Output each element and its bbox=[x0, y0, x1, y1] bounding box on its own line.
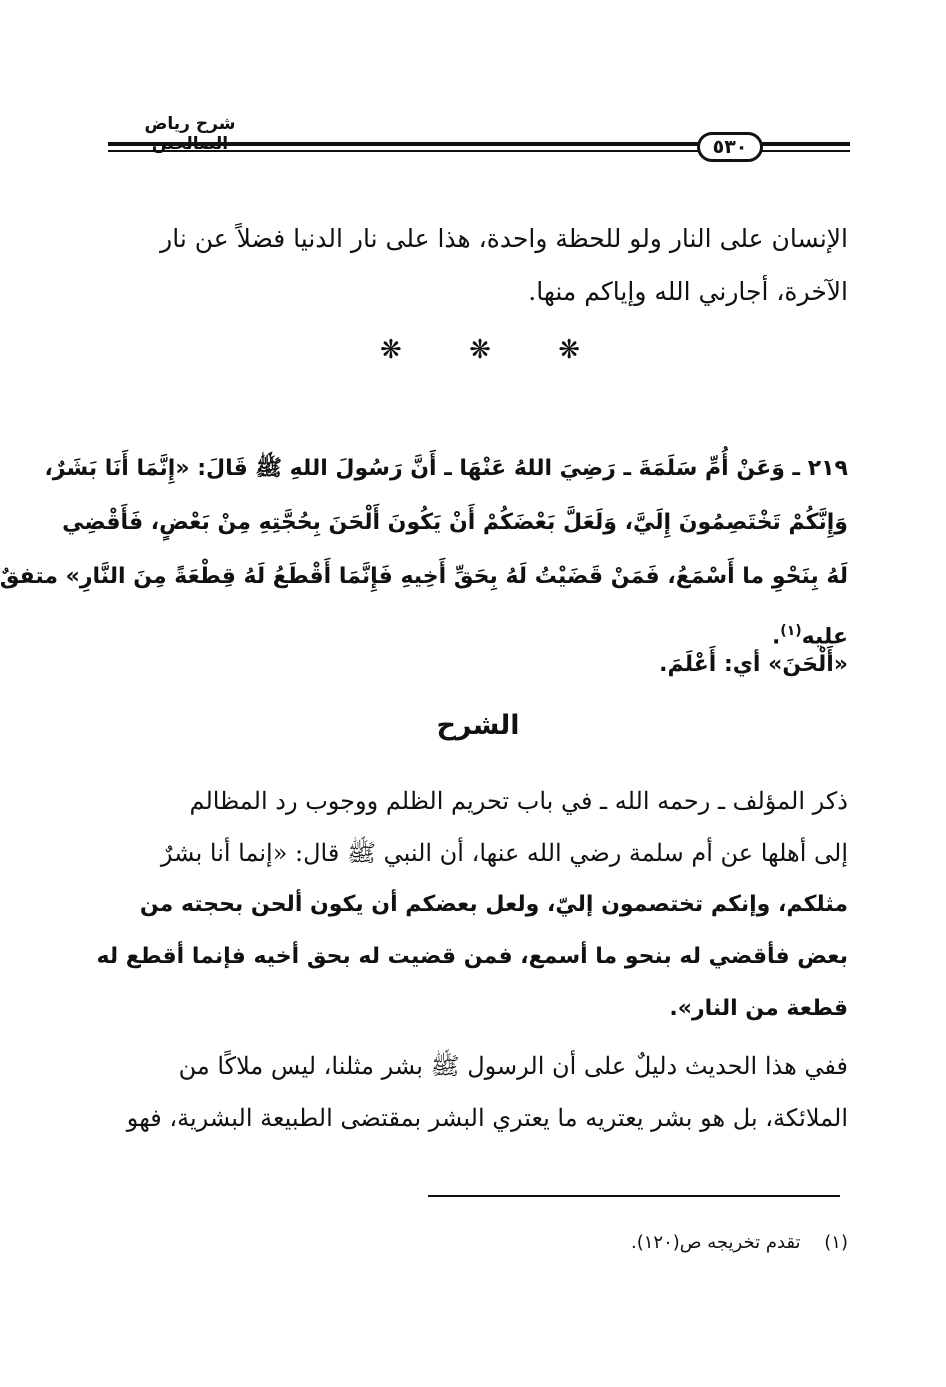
text-line: الملائكة، بل هو بشر يعتريه ما يعتري البشر بمقتضى الطبيعة البشرية، فهو bbox=[126, 1104, 848, 1132]
text-line: إلى أهلها عن أم سلمة رضي الله عنها، أن النبي ﷺ قال: «إنما أنا بشرٌ bbox=[160, 839, 848, 867]
text-line: مثلكم، وإنكم تختصمون إليّ، ولعل بعضكم أن يكون ألحن بحجته من bbox=[139, 892, 848, 917]
star-ornament-icon: ❋ bbox=[469, 335, 491, 365]
text-line: لَهُ بِنَحْوِ ما أَسْمَعُ، فَمَنْ قَضَيْتُ لَهُ بِحَقِّ أَخِيهِ فَإِنَّمَا أَقْطَعُ لَهُ قِطْعَةً مِنَ النَّارِ» متفقٌ bbox=[0, 564, 848, 589]
header-rule bbox=[108, 142, 698, 146]
footnote-text: تقدم تخريجه ص(١٢٠). bbox=[630, 1232, 801, 1253]
section-separator bbox=[380, 335, 580, 365]
text-line: ذكر المؤلف ـ رحمه الله ـ في باب تحريم الظلم ووجوب رد المظالم bbox=[189, 787, 848, 815]
text-line: بعض فأقضي له بنحو ما أسمع، فمن قضيت له بحق أخيه فإنما أقطع له bbox=[96, 944, 848, 969]
text-line: ففي هذا الحديث دليلٌ على أن الرسول ﷺ بشر مثلنا، ليس ملاكًا من bbox=[178, 1052, 848, 1080]
text-line: الآخرة، أجارني الله وإياكم منها. bbox=[528, 277, 848, 306]
header-rule bbox=[762, 150, 850, 152]
running-header-title: شرح رياض bbox=[144, 114, 236, 134]
star-ornament-icon: ❋ bbox=[380, 335, 402, 365]
section-heading: الشرح bbox=[436, 710, 520, 741]
commentary-paragraph bbox=[96, 775, 848, 1035]
text-line: ٢١٩ ـ وَعَنْ أُمِّ سَلَمَةَ ـ رَضِيَ اللهُ عَنْهَا ـ أَنَّ رَسُولَ اللهِ ﷺ قَالَ: «إِنَّمَا أَنَا بَشَرٌ، bbox=[44, 456, 848, 481]
footnote bbox=[428, 1232, 848, 1253]
hadith-end-mark: . bbox=[771, 624, 781, 650]
intro-paragraph bbox=[108, 212, 848, 318]
footnote-divider bbox=[428, 1195, 840, 1197]
text-line: وَإِنَّكُمْ تَخْتَصِمُونَ إِلَيَّ، وَلَعَلَّ بَعْضَكُمْ أَنْ يَكُونَ أَلْحَنَ بِحُجَّتِهِ مِنْ بَعْضٍ، فَأَقْضِي bbox=[62, 510, 848, 535]
footnote-reference[interactable]: (١) bbox=[780, 623, 802, 639]
commentary-paragraph bbox=[108, 1040, 848, 1144]
header-rule bbox=[108, 150, 698, 152]
text-line: الإنسان على النار ولو للحظة واحدة، هذا على نار الدنيا فضلاً عن نار bbox=[160, 224, 848, 253]
footnote-number: (١) bbox=[824, 1232, 848, 1253]
word-gloss: «أَلْحَنَ» أي: أَعْلَمَ. bbox=[659, 652, 848, 677]
star-ornament-icon: ❋ bbox=[558, 335, 580, 365]
header-rule bbox=[762, 142, 850, 146]
text-line: قطعة من النار». bbox=[669, 996, 848, 1021]
page-number: ٥٣٠ bbox=[697, 132, 763, 162]
hadith-last-word: عليه bbox=[801, 624, 848, 650]
hadith-text bbox=[0, 442, 848, 664]
